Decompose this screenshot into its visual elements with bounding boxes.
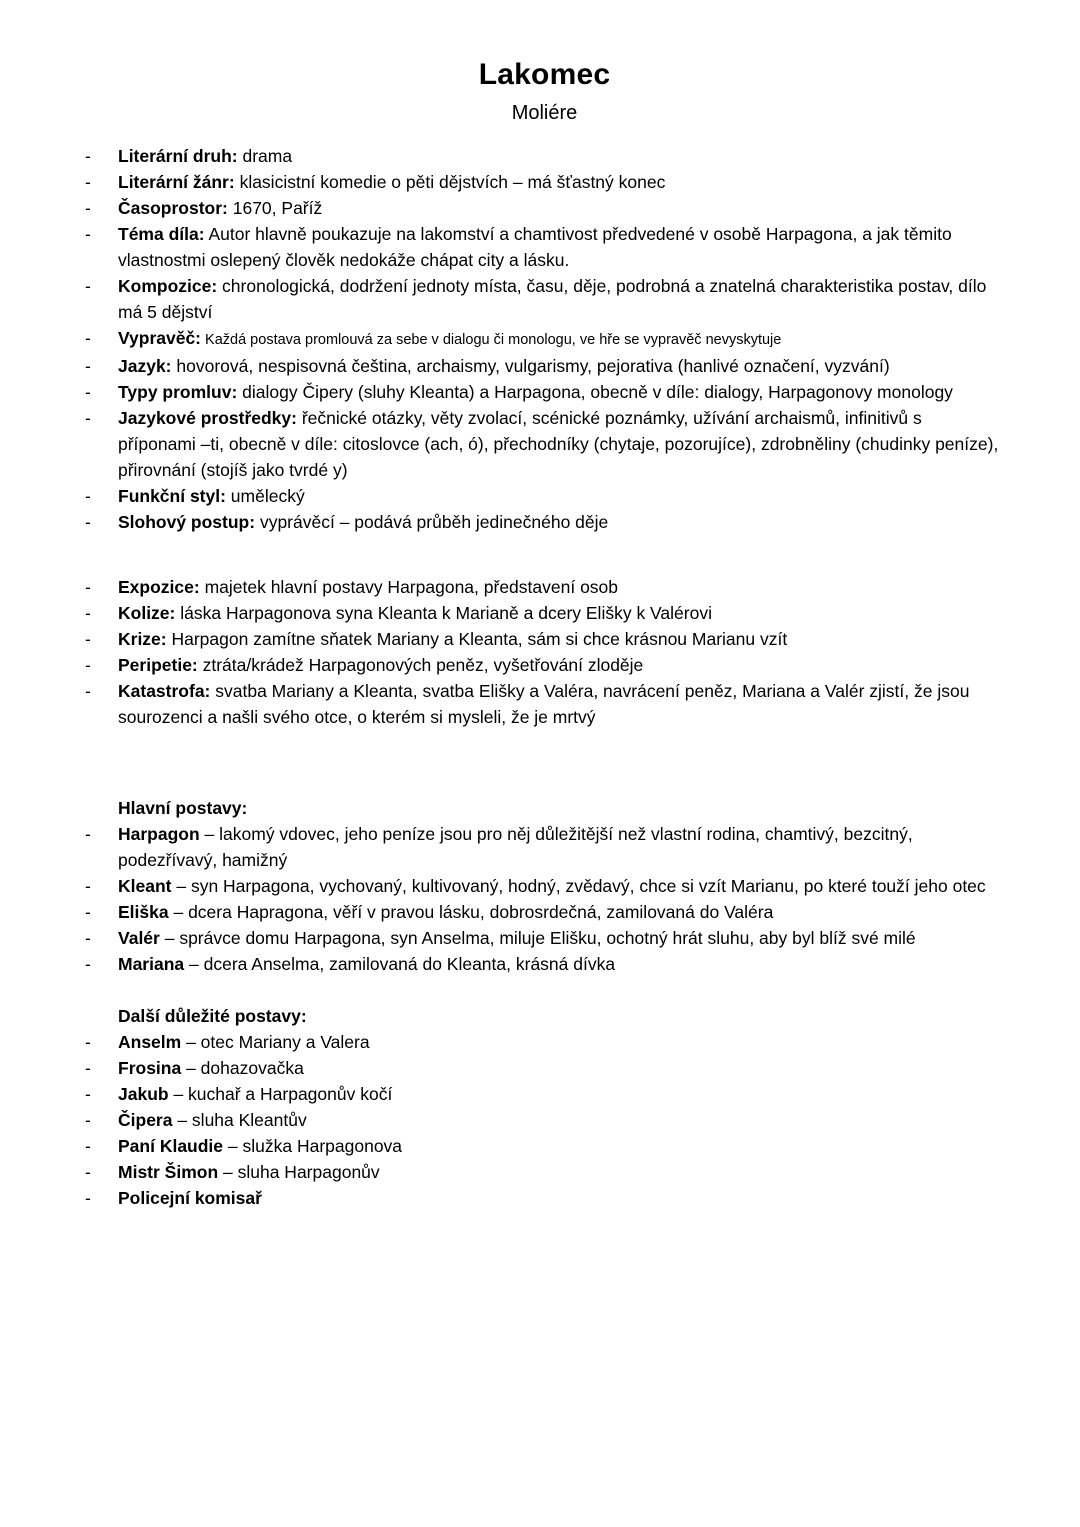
- dash-bullet: -: [85, 577, 91, 597]
- list-item: [85, 353, 1004, 379]
- item-label: Jazyk:: [118, 356, 172, 376]
- item-body: [118, 951, 1004, 977]
- item-body: [118, 143, 1004, 169]
- item-text: Harpagon zamítne sňatek Mariany a Kleanta, sám si chce krásnou Marianu vzít: [166, 629, 788, 649]
- dash-bullet: -: [85, 1058, 91, 1078]
- dash-bullet: -: [85, 328, 91, 348]
- list-item: [85, 1029, 1004, 1055]
- item-label: Paní Klaudie: [118, 1136, 224, 1156]
- item-label: Jakub: [118, 1084, 169, 1104]
- document-body: [85, 143, 1004, 1211]
- dash-bullet: -: [85, 1110, 91, 1130]
- item-text: chronologická, dodržení jednoty místa, času, děje, podrobná a znatelná charakteristika postav, dílo má 5 dějství: [118, 276, 987, 322]
- item-label: Policejní komisař: [118, 1188, 262, 1208]
- list-item: [85, 899, 1004, 925]
- dash-bullet: -: [85, 1188, 91, 1208]
- item-label: Hlavní postavy:: [118, 798, 248, 818]
- item-text: svatba Mariany a Kleanta, svatba Elišky a Valéra, navrácení peněz, Mariana a Valér zjistí, že jsou sourozenci a našli svého otce, o kterém si mysleli, že je mrtvý: [118, 681, 970, 727]
- item-text: drama: [237, 146, 293, 166]
- item-text: dialogy Čipery (sluhy Kleanta) a Harpagona, obecně v díle: dialogy, Harpagonovy monology: [237, 382, 953, 402]
- list-item: [85, 652, 1004, 678]
- item-text: – kuchař a Harpagonův kočí: [168, 1084, 393, 1104]
- list-item: [85, 626, 1004, 652]
- item-label: Katastrofa:: [118, 681, 211, 701]
- dash-bullet: -: [85, 1136, 91, 1156]
- item-label: Krize:: [118, 629, 167, 649]
- list-item: [85, 951, 1004, 977]
- document-subtitle: Moliére: [511, 102, 578, 124]
- list-item: [85, 1081, 1004, 1107]
- item-body: [118, 405, 1004, 483]
- item-body: [118, 169, 1004, 195]
- item-label: Časoprostor:: [118, 198, 228, 218]
- dash-bullet: -: [85, 629, 91, 649]
- item-text: – syn Harpagona, vychovaný, kultivovaný, hodný, zvědavý, chce si vzít Marianu, po které touží jeho otec: [171, 876, 986, 896]
- item-label: Literární druh:: [118, 146, 238, 166]
- item-body: [118, 1029, 1004, 1055]
- dash-bullet: -: [85, 603, 91, 623]
- section-heading: [85, 1003, 1004, 1029]
- item-body: [118, 899, 1004, 925]
- dash-bullet: -: [85, 408, 91, 428]
- item-text: – lakomý vdovec, jeho peníze jsou pro něj důležitější než vlastní rodina, chamtivý, bezcitný, podezřívavý, hamižný: [118, 824, 913, 870]
- dash-bullet: -: [85, 276, 91, 296]
- item-label: Čipera: [118, 1110, 173, 1130]
- item-text: 1670, Paříž: [227, 198, 323, 218]
- list-item: [85, 325, 1004, 353]
- item-text: – správce domu Harpagona, syn Anselma, miluje Elišku, ochotný hrát sluhu, aby byl blíž své milé: [159, 928, 916, 948]
- item-label: Literární žánr:: [118, 172, 235, 192]
- item-label: Valér: [118, 928, 160, 948]
- blank-line: [85, 730, 1004, 795]
- item-label: Typy promluv:: [118, 382, 238, 402]
- list-item: [85, 379, 1004, 405]
- list-item: [85, 574, 1004, 600]
- item-label: Kompozice:: [118, 276, 218, 296]
- item-text: ztráta/krádež Harpagonových peněz, vyšetřování zloděje: [197, 655, 644, 675]
- item-body: [118, 195, 1004, 221]
- item-label: Eliška: [118, 902, 169, 922]
- item-body: [118, 1159, 1004, 1185]
- dash-bullet: -: [85, 224, 91, 244]
- item-label: Anselm: [118, 1032, 182, 1052]
- dash-bullet: -: [85, 655, 91, 675]
- item-body: [118, 1081, 1004, 1107]
- item-body: [118, 1003, 1004, 1029]
- item-label: Funkční styl:: [118, 486, 226, 506]
- item-text: – sluha Kleantův: [172, 1110, 307, 1130]
- dash-bullet: -: [85, 356, 91, 376]
- dash-bullet: -: [85, 172, 91, 192]
- dash-bullet: -: [85, 902, 91, 922]
- item-label: Frosina: [118, 1058, 182, 1078]
- item-label: Expozice:: [118, 577, 200, 597]
- list-item: [85, 1133, 1004, 1159]
- section-heading: [85, 795, 1004, 821]
- dash-bullet: -: [85, 876, 91, 896]
- item-label: Téma díla:: [118, 224, 205, 244]
- list-item: [85, 1107, 1004, 1133]
- dash-bullet: -: [85, 681, 91, 701]
- item-label: Další důležité postavy:: [118, 1006, 307, 1026]
- item-label: Jazykové prostředky:: [118, 408, 297, 428]
- list-item: [85, 600, 1004, 626]
- item-body: [118, 353, 1004, 379]
- item-body: [118, 1055, 1004, 1081]
- item-text: klasicistní komedie o pěti dějstvích – má šťastný konec: [234, 172, 666, 192]
- item-body: [118, 678, 1004, 730]
- item-label: Peripetie:: [118, 655, 198, 675]
- item-body: [118, 873, 1004, 899]
- item-body: [118, 483, 1004, 509]
- item-text: Autor hlavně poukazuje na lakomství a chamtivost předvedené v osobě Harpagona, a jak těmito vlastnostmi oslepený člověk nedokáže chápat city a lásku.: [118, 224, 952, 270]
- item-text: – dcera Hapragona, věří v pravou lásku, dobrosrdečná, zamilovaná do Valéra: [168, 902, 774, 922]
- list-item: [85, 405, 1004, 483]
- dash-bullet: -: [85, 198, 91, 218]
- item-text: hovorová, nespisovná čeština, archaismy, vulgarismy, pejorativa (hanlivé označení, vyzvání): [171, 356, 890, 376]
- list-item: [85, 821, 1004, 873]
- item-label: Kleant: [118, 876, 172, 896]
- list-item: [85, 143, 1004, 169]
- item-body: [118, 221, 1004, 273]
- list-item: [85, 1055, 1004, 1081]
- item-body: [118, 273, 1004, 325]
- list-item: [85, 483, 1004, 509]
- dash-bullet: -: [85, 824, 91, 844]
- item-text: řečnické otázky, věty zvolací, scénické poznámky, užívání archaismů, infinitivů s příponami –ti, obecně v díle: citoslovce (ach, ó), přechodníky (chytaje, pozorujíce), zdrobněliny (chudinky peníze), přirovnání (stojíš jako tvrdé y): [118, 408, 999, 480]
- dash-bullet: -: [85, 512, 91, 532]
- item-text: – služka Harpagonova: [223, 1136, 403, 1156]
- item-body: [118, 1133, 1004, 1159]
- item-body: [118, 325, 1004, 353]
- item-body: [118, 925, 1004, 951]
- item-text: – dcera Anselma, zamilovaná do Kleanta, krásná dívka: [184, 954, 616, 974]
- item-label: Vypravěč:: [118, 328, 202, 348]
- item-body: [118, 652, 1004, 678]
- item-label: Harpagon: [118, 824, 200, 844]
- dash-bullet: -: [85, 146, 91, 166]
- item-label: Mistr Šimon: [118, 1162, 219, 1182]
- item-body: [118, 574, 1004, 600]
- item-text: umělecký: [225, 486, 305, 506]
- dash-bullet: -: [85, 954, 91, 974]
- item-body: [118, 626, 1004, 652]
- dash-bullet: -: [85, 382, 91, 402]
- item-body: [118, 379, 1004, 405]
- list-item: [85, 1185, 1004, 1211]
- dash-bullet: -: [85, 928, 91, 948]
- item-text: Každá postava promlouvá za sebe v dialogu či monologu, ve hře se vypravěč nevyskytuje: [201, 332, 782, 348]
- list-item: [85, 221, 1004, 273]
- item-label: Kolize:: [118, 603, 176, 623]
- blank-line: [85, 977, 1004, 1003]
- item-body: [118, 509, 1004, 535]
- list-item: [85, 678, 1004, 730]
- item-label: Mariana: [118, 954, 185, 974]
- list-item: [85, 273, 1004, 325]
- dash-bullet: -: [85, 1084, 91, 1104]
- dash-bullet: -: [85, 486, 91, 506]
- item-text: – sluha Harpagonův: [218, 1162, 380, 1182]
- list-item: [85, 1159, 1004, 1185]
- list-item: [85, 169, 1004, 195]
- list-item: [85, 509, 1004, 535]
- item-text: – otec Mariany a Valera: [181, 1032, 370, 1052]
- blank-line: [85, 535, 1004, 574]
- item-body: [118, 600, 1004, 626]
- list-item: [85, 195, 1004, 221]
- item-text: láska Harpagonova syna Kleanta k Marianě a dcery Elišky k Valérovi: [175, 603, 712, 623]
- item-body: [118, 795, 1004, 821]
- dash-bullet: -: [85, 1032, 91, 1052]
- item-text: – dohazovačka: [181, 1058, 304, 1078]
- list-item: [85, 925, 1004, 951]
- item-body: [118, 1107, 1004, 1133]
- item-label: Slohový postup:: [118, 512, 256, 532]
- list-item: [85, 873, 1004, 899]
- item-text: vyprávěcí – podává průběh jedinečného děje: [255, 512, 609, 532]
- item-text: majetek hlavní postavy Harpagona, představení osob: [199, 577, 619, 597]
- dash-bullet: -: [85, 1162, 91, 1182]
- item-body: [118, 1185, 1004, 1211]
- item-body: [118, 821, 1004, 873]
- document-title: Lakomec: [478, 58, 611, 91]
